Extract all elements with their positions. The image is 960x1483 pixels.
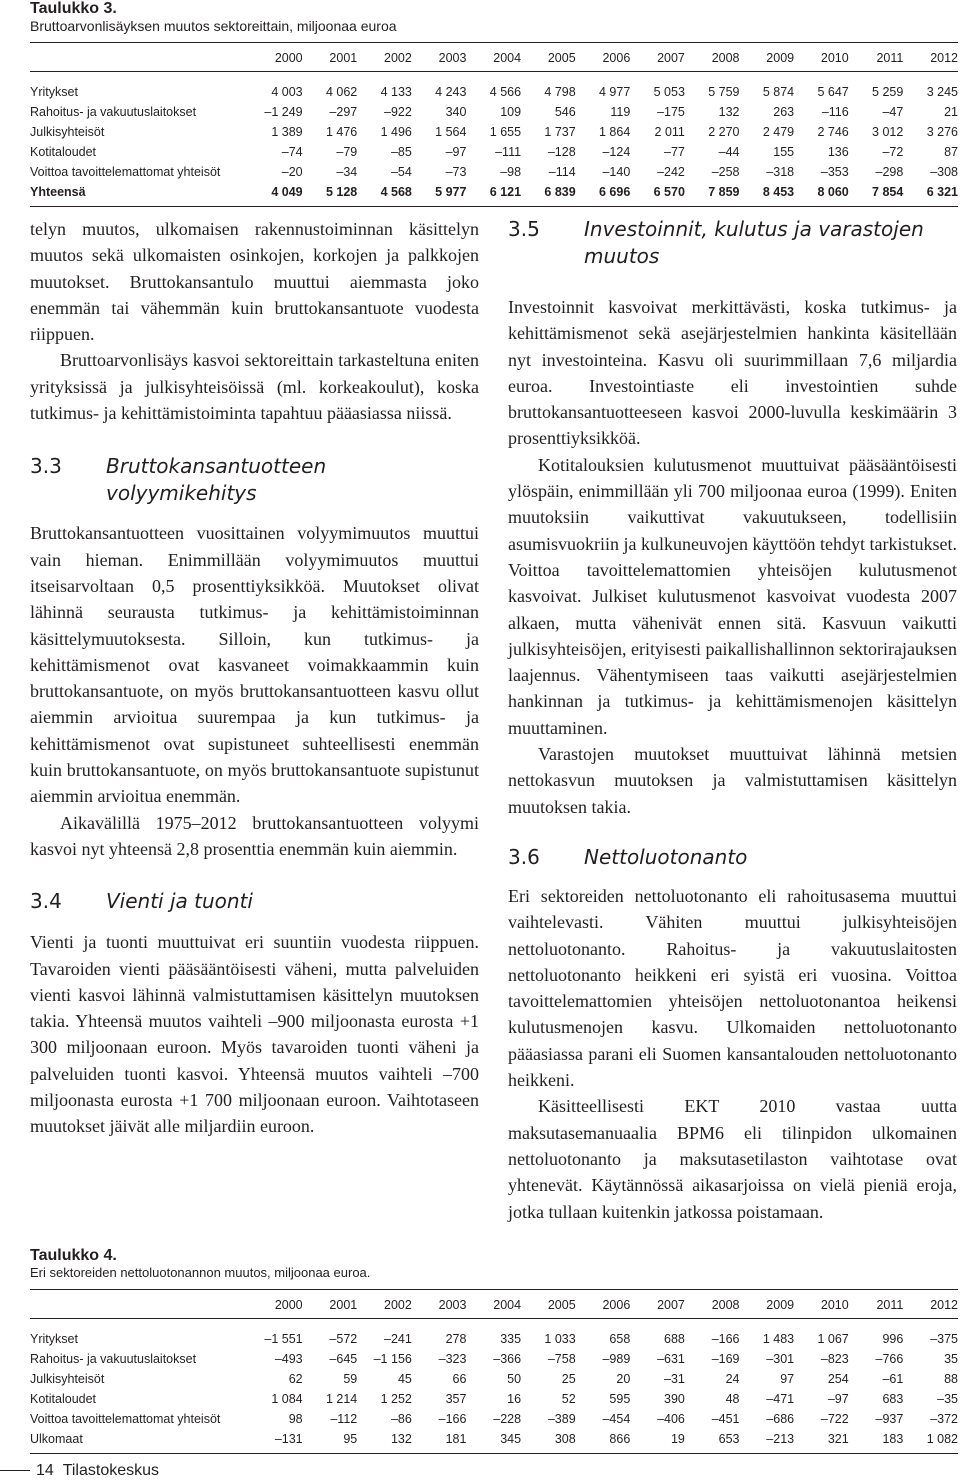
table3-caption: [30, 0, 397, 34]
section-3-3-number: 3.3: [30, 454, 62, 479]
section-3-3-heading: [30, 453, 479, 507]
table-cell: 5 977: [412, 182, 467, 207]
section-3-5-heading: [508, 216, 957, 270]
table-row: [30, 182, 958, 207]
table-cell: 7 859: [685, 182, 740, 207]
table-cell: –79: [336, 145, 358, 159]
year-header: 2010: [794, 1290, 849, 1319]
section-3-3-title-line-1: Bruttokansantuotteen: [106, 454, 327, 479]
table-cell: 4 062: [325, 85, 358, 99]
table-cell: 1 564: [435, 125, 467, 139]
table-cell: 25: [561, 1372, 576, 1386]
year-header: 2000: [248, 43, 303, 72]
table-cell: –389: [547, 1412, 576, 1426]
table-cell: –451: [711, 1412, 740, 1426]
table-cell: –922: [384, 105, 412, 119]
table4-caption: [30, 1247, 370, 1281]
table-cell: 6 570: [630, 182, 685, 207]
section-3-3-title-line-2: volyymikehitys: [106, 481, 257, 506]
table-cell: –54: [390, 165, 412, 179]
table-cell: 278: [445, 1332, 467, 1346]
year-header: 2005: [521, 1290, 576, 1319]
table-cell: –722: [820, 1412, 849, 1426]
table-cell: –86: [390, 1412, 412, 1426]
table-cell: –47: [882, 105, 904, 119]
table-cell: 1 483: [762, 1332, 795, 1346]
table-cell: 4 977: [599, 85, 631, 99]
header-corner: [30, 1290, 248, 1319]
table-cell: 45: [397, 1372, 412, 1386]
table-row: [30, 142, 958, 162]
table4-caption-subtitle: Eri sektoreiden nettoluotonannon muutos, miljoonaa euroa.: [30, 1265, 371, 1280]
table-cell: –1 551: [264, 1332, 303, 1346]
table-cell: –111: [495, 145, 522, 159]
table-cell: 48: [725, 1392, 740, 1406]
year-header: 2006: [576, 43, 631, 72]
year-header: 2007: [630, 1290, 685, 1319]
table-cell: 6 121: [466, 182, 521, 207]
table-cell: 50: [507, 1372, 522, 1386]
table-row: [30, 1369, 958, 1389]
section-3-4-number: 3.4: [30, 889, 62, 914]
table-cell: 546: [554, 105, 576, 119]
table-cell: 866: [576, 1429, 631, 1454]
row-label: Rahoitus- ja vakuutuslaitokset: [30, 1352, 197, 1366]
year-header: 2002: [357, 1290, 412, 1319]
table-cell: 321: [794, 1429, 849, 1454]
table-cell: 390: [664, 1392, 685, 1406]
row-label: Voittoa tavoittelemattomat yhteisöt: [30, 1412, 221, 1426]
right-paragraph-5: Käsitteellisesti EKT 2010 vastaa uutta maksutasemanuaalia BPM6 eli tilinpidon ulkomainen nettoluotonanto ja maksutasetilaston vaihtotase ovat yhtenevät. Käytännössä aikasarjoissa on vielä pieniä eroja, jotka tullaan kuitenkin jatkossa poistamaan.: [508, 1096, 957, 1222]
table-cell: 1 655: [489, 125, 522, 139]
year-header: 2009: [740, 43, 795, 72]
table-cell: –1 249: [264, 105, 303, 119]
page-number: 14: [36, 1462, 54, 1479]
row-label: Julkisyhteisöt: [30, 125, 105, 139]
table-cell: 183: [849, 1429, 904, 1454]
table-cell: –375: [930, 1332, 958, 1346]
table-row: [30, 1409, 958, 1429]
row-label: Ulkomaat: [30, 1429, 248, 1454]
header-row: [30, 1290, 958, 1319]
table-cell: 1 737: [544, 125, 576, 139]
table-cell: 357: [445, 1392, 467, 1406]
table-cell: 3 276: [926, 125, 958, 139]
right-paragraph-1: Investoinnit kasvoivat merkittävästi, koska tutkimus- ja kehittämismenot sekä asejärjestelmien hankinta käsitellään nyt investointeina. Kasvu oli suurimmillaan 7,6 miljardia euroa. Investointiaste eli investointien suhde bruttokansantuotteeseen kasvoi 2000-luvulla keskimäärin 3 prosenttiyksikköä.: [508, 297, 957, 449]
table-cell: –98: [500, 165, 522, 179]
table-cell: –140: [602, 165, 631, 179]
left-paragraph-5: Vienti ja tuonti muuttuivat eri suuntiin vuodesta riippuen. Tavaroiden vienti pääsääntöisesti väheni, mutta palveluiden vienti kasvoi lähinnä valmistuttamisen käsittelyn muutoksen takia. Yhteensä muutos vaihteli –900 miljoonasta eurosta +1 300 miljoonaan euroon. Myös tavaroiden tuonti väheni ja palveluiden tuonti kasvoi. Yhteensä muutos vaihteli –700 miljoonasta eurosta +1 700 miljoonaan euroon. Vaihtotaseen muutokset jäivät alle miljardiin euroon.: [30, 932, 479, 1137]
table-cell: 2 270: [708, 125, 740, 139]
table-cell: 4 243: [435, 85, 467, 99]
table-cell: 16: [507, 1392, 522, 1406]
table-cell: –758: [547, 1352, 576, 1366]
table-cell: 254: [827, 1372, 849, 1386]
table-row: [30, 1429, 958, 1454]
table-cell: 340: [445, 105, 467, 119]
row-label: Voittoa tavoittelemattomat yhteisöt: [30, 165, 221, 179]
table-cell: –166: [711, 1332, 740, 1346]
table-cell: –1 156: [373, 1352, 412, 1366]
table-cell: 595: [609, 1392, 631, 1406]
table-cell: –44: [718, 145, 740, 159]
section-3-3-title: [106, 453, 326, 507]
year-header: 2006: [576, 1290, 631, 1319]
publisher-name: Tilastokeskus: [62, 1462, 160, 1479]
table-cell: 4 003: [271, 85, 303, 99]
table-cell: –73: [445, 165, 467, 179]
table-cell: –175: [657, 105, 685, 119]
table-cell: –308: [930, 165, 958, 179]
table-cell: 155: [773, 145, 795, 159]
table-row: [30, 122, 958, 142]
row-label: Rahoitus- ja vakuutuslaitokset: [30, 105, 197, 119]
table-cell: 35: [944, 1352, 958, 1366]
table-cell: –114: [548, 165, 576, 179]
year-header: 2001: [303, 1290, 358, 1319]
year-header: 2003: [412, 1290, 467, 1319]
table3-caption-number: Taulukko 3.: [30, 0, 117, 17]
table-cell: 1 067: [817, 1332, 849, 1346]
table-cell: 5 874: [762, 85, 795, 99]
row-label: Yhteensä: [30, 182, 248, 207]
table-cell: –493: [274, 1352, 303, 1366]
table-row: [30, 162, 958, 182]
table-cell: 5 259: [872, 85, 904, 99]
table-cell: –631: [657, 1352, 685, 1366]
table-row: [30, 1349, 958, 1369]
table-cell: 4 133: [380, 85, 412, 99]
year-header: 2009: [740, 1290, 795, 1319]
table-cell: 1 082: [903, 1429, 958, 1454]
table-cell: 688: [664, 1332, 685, 1346]
table-cell: 59: [343, 1372, 358, 1386]
table-cell: 19: [630, 1429, 685, 1454]
table-cell: –572: [329, 1332, 358, 1346]
table-cell: 6 696: [576, 182, 631, 207]
table-cell: 335: [500, 1332, 522, 1346]
table-cell: 132: [357, 1429, 412, 1454]
table4: [30, 1289, 958, 1454]
table-cell: –34: [336, 165, 358, 179]
left-paragraph-4: Aikavälillä 1975–2012 bruttokansantuotteen volyymi kasvoi nyt yhteensä 2,8 prosenttia enemmän kuin aiemmin.: [30, 812, 479, 859]
left-paragraph-3: Bruttokansantuotteen vuosittainen volyymimuutos muuttui vain hieman. Enimmillään volyymimuutos muuttui itseisarvoltaan 0,5 prosenttiyksikköä. Muutokset olivat lähinnä seurausta tutkimus- ja kehittämistoiminnan käsittelymuutoksesta. Silloin, kun tutkimus- ja kehittämismenot ovat kasvaneet voimakkaammin kuin bruttokansantuote, on myös bruttokansantuotteen kasvu ollut aiemmin arvioitua suurempaa ja kun tutkimus- ja kehittämismenot ovat supistuneet suhteellisesti enemmän kuin bruttokansantuote, on myös bruttokansantuote supistunut aiemmin arvioitua enemmän.: [30, 523, 479, 807]
section-3-5-title-line-1: Investoinnit, kulutus ja varastojen: [584, 217, 924, 241]
table-cell: 5 759: [708, 85, 740, 99]
table-cell: –97: [827, 1392, 849, 1406]
table-cell: 2 746: [817, 125, 849, 139]
row-label: Yritykset: [30, 85, 78, 99]
table-cell: –645: [329, 1352, 358, 1366]
table-cell: 996: [882, 1332, 904, 1346]
table-cell: –989: [602, 1352, 631, 1366]
left-paragraph-2: Bruttoarvonlisäys kasvoi sektoreittain tarkasteltuna eniten yrityksissä ja julkisyhteisöissä (ml. korkeakoulut), koska tutkimus- ja kehittämistoiminta tapahtuu pääasiassa niissä.: [30, 350, 479, 424]
table-cell: –77: [664, 145, 685, 159]
table-cell: 1 214: [325, 1392, 358, 1406]
table-cell: 66: [452, 1372, 467, 1386]
table-cell: 2 011: [654, 125, 685, 139]
table-cell: –242: [657, 165, 685, 179]
table-cell: –686: [766, 1412, 795, 1426]
header-row: [30, 43, 958, 72]
table-cell: –116: [821, 105, 849, 119]
header-corner: [30, 43, 248, 72]
table-row: [30, 1389, 958, 1409]
table-cell: 5 053: [653, 85, 685, 99]
right-paragraph-2: Kotitalouksien kulutusmenot muuttuivat pääsääntöisesti ylöspäin, enimmillään yli 700 miljoonaa euroa (1999). Eniten muutoksiin vaikuttivat vakuutukseen, todellisiin asumisvuokriin ja kulkuneuvojen käyttöön tehdyt tarkistukset. Voittoa tavoittelemattomien yhteisöjen kulutusmenot kasvoivat. Julkiset kulutusmenot kasvoivat vuodesta 2007 alkaen, mutta vähenivät ennen sitä. Kasvuun vaikutti julkisyhteisöjen, erityisesti paikallishallinnon sektorirajauksen laajennus. Vähentymiseen taas vaikutti asejärjestelmien hankinnan ja tutkimus- ja kehittämismenojen käsittelyn muuttaminen.: [508, 454, 957, 738]
table-row: [30, 102, 958, 122]
table-cell: 97: [780, 1372, 795, 1386]
table-cell: 98: [288, 1412, 303, 1426]
table-cell: –166: [438, 1412, 467, 1426]
page-footer: [0, 1462, 159, 1480]
table-cell: –20: [281, 165, 303, 179]
table-cell: –213: [740, 1429, 795, 1454]
year-header: 2001: [303, 43, 358, 72]
table-cell: 8 453: [740, 182, 795, 207]
section-3-5-number: 3.5: [508, 217, 540, 241]
table-cell: –406: [657, 1412, 685, 1426]
year-header: 2004: [466, 43, 521, 72]
table-cell: –366: [493, 1352, 522, 1366]
footer-rule: [0, 1470, 30, 1471]
section-3-5-title-line-2: muutos: [584, 244, 660, 268]
table-cell: 2 479: [762, 125, 795, 139]
table-cell: 21: [944, 105, 958, 119]
table-cell: –35: [937, 1392, 958, 1406]
table-cell: –766: [875, 1352, 904, 1366]
table-cell: –112: [330, 1412, 358, 1426]
row-label: Julkisyhteisöt: [30, 1372, 105, 1386]
table-cell: –85: [390, 145, 412, 159]
table-cell: 20: [616, 1372, 631, 1386]
table-cell: –241: [384, 1332, 412, 1346]
year-header: 2005: [521, 43, 576, 72]
table-cell: 88: [944, 1372, 958, 1386]
year-header: 2003: [412, 43, 467, 72]
table-cell: –323: [438, 1352, 467, 1366]
table-cell: –74: [281, 145, 303, 159]
table-cell: 132: [718, 105, 740, 119]
year-header: 2010: [794, 43, 849, 72]
table-cell: 52: [561, 1392, 576, 1406]
left-column: [30, 216, 479, 1140]
table-cell: 1 496: [380, 125, 412, 139]
table-cell: 6 321: [903, 182, 958, 207]
table3-caption-subtitle: Bruttoarvonlisäyksen muutos sektoreittain, miljoonaa euroa: [30, 18, 397, 34]
year-header: 2012: [903, 1290, 958, 1319]
year-header: 2008: [685, 43, 740, 72]
table3: [30, 42, 958, 207]
table-cell: –31: [664, 1372, 685, 1386]
table-cell: 4 568: [357, 182, 412, 207]
table-cell: –169: [711, 1352, 740, 1366]
table-cell: 7 854: [849, 182, 904, 207]
year-header: 2012: [903, 43, 958, 72]
table-cell: –471: [766, 1392, 795, 1406]
year-header: 2011: [849, 1290, 904, 1319]
year-header: 2000: [248, 1290, 303, 1319]
table-cell: 4 798: [544, 85, 576, 99]
row-label: Kotitaloudet: [30, 1392, 97, 1406]
table-cell: 62: [288, 1372, 303, 1386]
table-cell: 653: [685, 1429, 740, 1454]
section-3-4-title: Vienti ja tuonti: [106, 889, 253, 914]
table-cell: 658: [609, 1332, 631, 1346]
table-cell: 263: [773, 105, 795, 119]
table4-grid: [30, 1289, 958, 1454]
table-cell: 1 252: [380, 1392, 412, 1406]
table-cell: 24: [725, 1372, 740, 1386]
right-column: [508, 216, 957, 1225]
year-header: 2004: [466, 1290, 521, 1319]
table-cell: 683: [882, 1392, 904, 1406]
table-cell: –297: [329, 105, 358, 119]
section-3-4-heading: [30, 888, 479, 915]
row-label: Yritykset: [30, 1332, 78, 1346]
table-cell: –61: [882, 1372, 904, 1386]
table-cell: –301: [766, 1352, 795, 1366]
table-cell: 1 389: [271, 125, 303, 139]
table-cell: –131: [248, 1429, 303, 1454]
year-header: 2002: [357, 43, 412, 72]
year-header: 2007: [630, 43, 685, 72]
table-cell: 181: [412, 1429, 467, 1454]
section-3-6-number: 3.6: [508, 844, 540, 869]
table-row: [30, 72, 958, 103]
table-cell: 109: [500, 105, 522, 119]
table-cell: 1 033: [544, 1332, 576, 1346]
table-cell: 8 060: [794, 182, 849, 207]
table-cell: 1 084: [271, 1392, 303, 1406]
table-cell: –72: [882, 145, 904, 159]
table-cell: 5 128: [303, 182, 358, 207]
section-3-5-title: [584, 216, 924, 270]
table-cell: –258: [711, 165, 740, 179]
table-cell: 95: [303, 1429, 358, 1454]
table-cell: 3 245: [926, 85, 958, 99]
table-cell: 308: [521, 1429, 576, 1454]
table-cell: 3 012: [872, 125, 904, 139]
table-cell: –372: [930, 1412, 958, 1426]
table-cell: –128: [547, 145, 576, 159]
table-cell: 1 476: [325, 125, 358, 139]
table-cell: –124: [602, 145, 631, 159]
section-3-6-heading: [508, 844, 957, 871]
table-cell: 6 839: [521, 182, 576, 207]
table-row: [30, 1319, 958, 1350]
table-cell: 4 566: [489, 85, 522, 99]
table-cell: –454: [602, 1412, 631, 1426]
table-cell: –937: [875, 1412, 904, 1426]
right-paragraph-3: Varastojen muutokset muuttuivat lähinnä metsien nettokasvun muutoksen ja valmistuttamisen käsittelyn muutoksen takia.: [508, 744, 957, 817]
table-cell: –298: [875, 165, 904, 179]
section-3-6-title: Nettoluotonanto: [584, 844, 748, 869]
table-cell: 5 647: [817, 85, 849, 99]
table4-caption-number: Taulukko 4.: [30, 1247, 117, 1264]
table-cell: –823: [820, 1352, 849, 1366]
table-cell: 136: [827, 145, 849, 159]
table3-grid: [30, 42, 958, 207]
table-cell: –228: [493, 1412, 522, 1426]
table-cell: –97: [445, 145, 467, 159]
table-cell: –318: [766, 165, 795, 179]
table-cell: 87: [944, 145, 958, 159]
year-header: 2011: [849, 43, 904, 72]
right-paragraph-4: Eri sektoreiden nettoluotonanto eli rahoitusasema muuttui vaihtelevasti. Vähiten muuttui julkisyhteisöjen nettoluotonanto. Rahoitus- ja vakuutuslaitosten nettoluotonanto heikkeni eri syistä eri vuosina. Voittoa tavoittelemattomien yhteisöjen nettoluotonantoa heikensi kulutusmenojen kasvu. Ulkomaiden nettoluotonanto pääasiassa parani eli Suomen kansantalouden nettoluotonanto heikkeni.: [508, 885, 957, 1091]
table-cell: 345: [466, 1429, 521, 1454]
left-paragraph-1: telyn muutos, ulkomaisen rakennustoiminnan käsittelyn muutos sekä ulkomaisten osinkojen, korkojen ja palkkojen muutokset. Bruttokansantulo muuttui aiemmasta joko enemmän tai vähemmän kuin bruttokansantuote vuodesta riippuen.: [30, 219, 479, 345]
table-cell: 1 864: [599, 125, 631, 139]
table-cell: –353: [820, 165, 849, 179]
table-cell: 4 049: [248, 182, 303, 207]
row-label: Kotitaloudet: [30, 145, 97, 159]
year-header: 2008: [685, 1290, 740, 1319]
table-cell: 119: [610, 105, 631, 119]
